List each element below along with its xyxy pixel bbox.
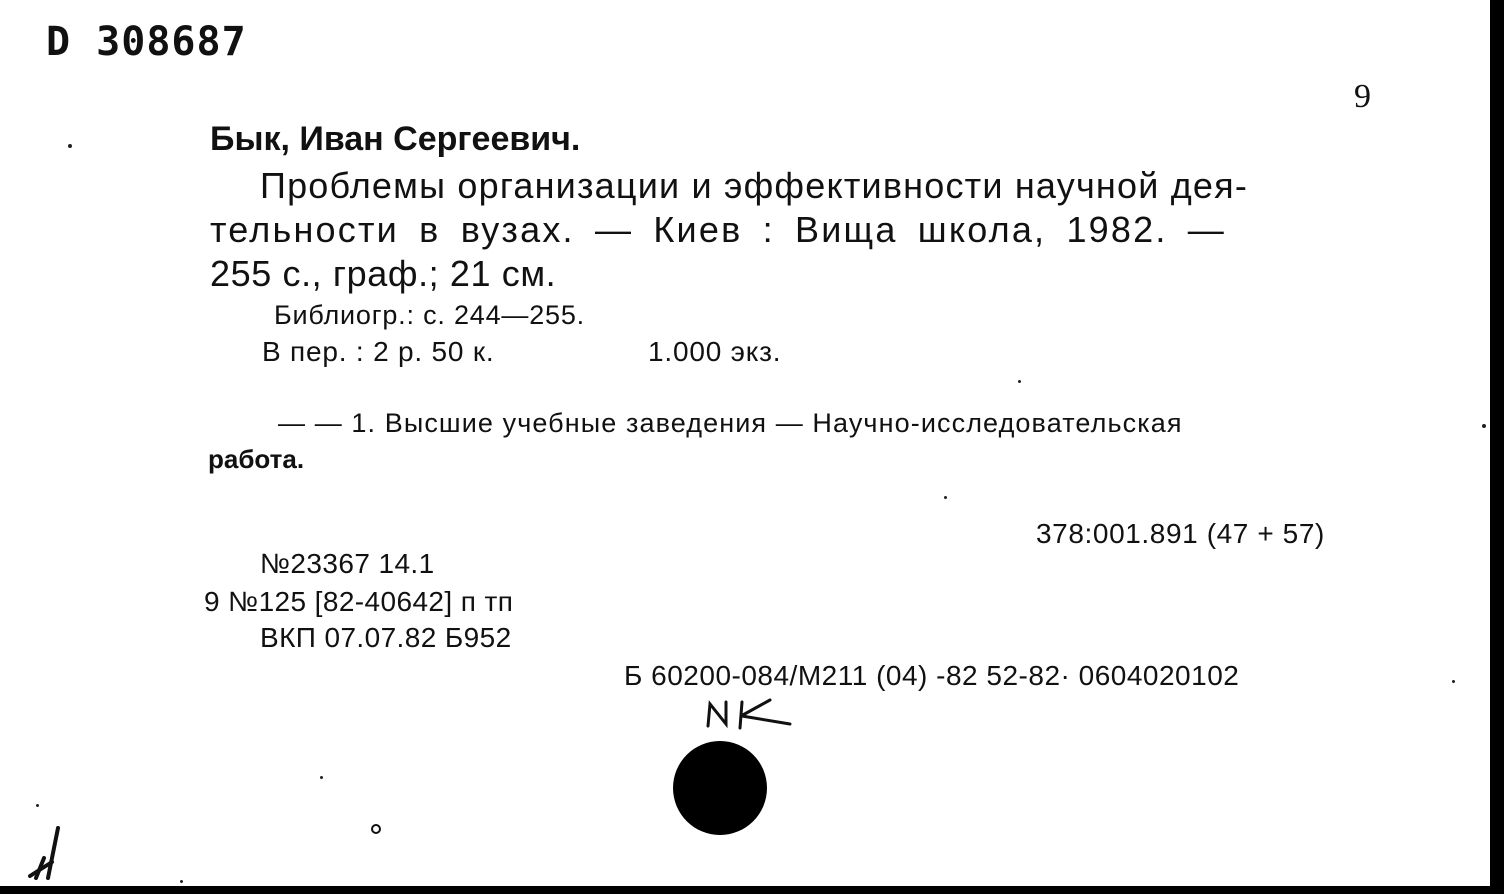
price-note: В пер. : 2 р. 50 к. <box>262 336 495 367</box>
handwritten-initials <box>708 700 790 728</box>
title-line-1: Проблемы организации и эффективности научной дея- <box>260 165 1249 206</box>
copies-note: 1.000 экз. <box>648 336 782 367</box>
speck <box>1482 424 1486 428</box>
subject-heading-cont: работа. <box>208 444 305 474</box>
title-line-2: тельности в вузах. — Киев : Вища школа, 1982. — <box>210 209 1226 250</box>
speck <box>1452 680 1455 683</box>
speck <box>944 496 947 499</box>
catalog-code: Б 60200-084/М211 (04) -82 52-82· 0604020102 <box>624 660 1240 691</box>
title-line-3: 255 с., граф.; 21 см. <box>210 253 557 294</box>
speck <box>68 144 72 148</box>
speck <box>180 880 183 883</box>
author-heading: Бык, Иван Сергеевич. <box>210 120 581 158</box>
inventory-number: D 308687 <box>46 19 247 65</box>
speck <box>1018 380 1021 383</box>
registry-line-3: ВКП 07.07.82 Б952 <box>260 622 512 653</box>
speck <box>36 804 39 807</box>
speck <box>320 776 323 779</box>
corner-handwritten-mark <box>30 828 58 878</box>
udc-code: 378:001.891 (47 + 57) <box>1036 518 1325 549</box>
subject-heading: — — 1. Высшие учебные заведения — Научно-исследовательская <box>278 408 1183 438</box>
page-number: 9 <box>1354 78 1371 115</box>
punch-hole <box>673 741 767 835</box>
registry-line-2: 9 №125 [82-40642] п тп <box>204 586 514 617</box>
bibliography-note: Библиогр.: с. 244—255. <box>274 300 585 330</box>
registry-line-1: №23367 14.1 <box>260 548 435 579</box>
small-circle-mark <box>372 825 380 833</box>
